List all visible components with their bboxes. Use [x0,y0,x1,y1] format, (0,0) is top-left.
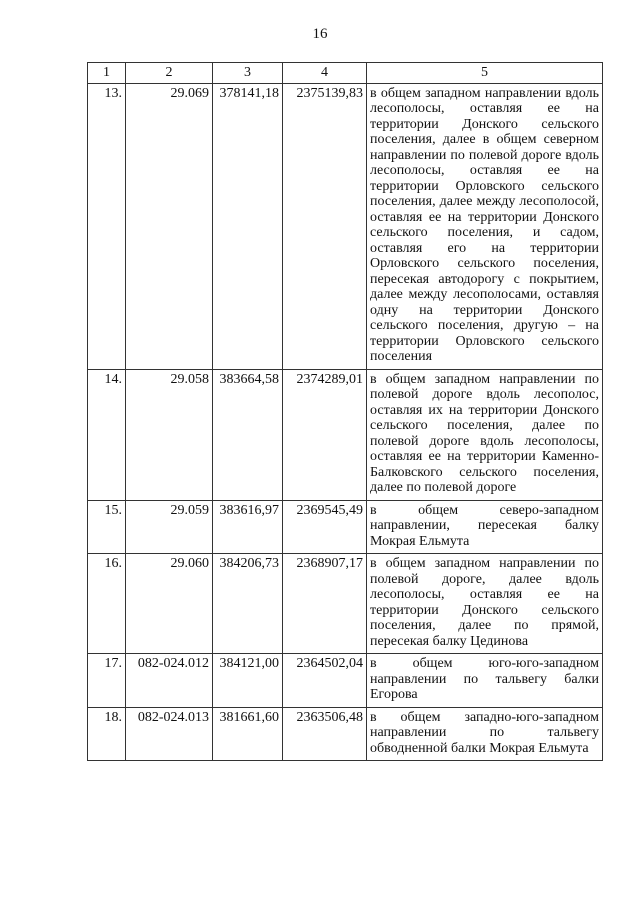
row-number: 15. [88,500,126,554]
coordinate-x: 378141,18 [213,83,283,369]
boundary-description: в общем западном направлении по полевой дороге, далее вдоль лесополосы, оставляя ее на территории Донского сельского поселения, далее по прямой, пересекая балку Цединова [367,554,603,654]
page-number: 16 [312,26,328,42]
header-col-5: 5 [367,63,603,84]
coordinate-y: 2363506,48 [283,707,367,761]
table-row [88,654,603,708]
point-code: 29.058 [126,369,213,500]
table-row [88,83,603,369]
row-number: 17. [88,654,126,708]
boundary-description: в общем западном направлении вдоль лесополосы, оставляя ее на территории Донского сельского поселения, далее в общем северном направлении по полевой дороге вдоль лесополосы, оставляя ее на территории Орловского сельского поселения, далее между лесополосой, оставляя ее на территории Донского сельского поселения, и садом, оставляя его на территории Орловского сельского поселения, пересекая автодорогу с покрытием, далее между лесополосами, оставляя одну на территории Донского сельского поселения, другую – на территории Орловского сельского поселения [367,83,603,369]
point-code: 082-024.013 [126,707,213,761]
row-number: 13. [88,83,126,369]
point-code: 29.060 [126,554,213,654]
header-col-2: 2 [126,63,213,84]
row-number: 16. [88,554,126,654]
boundary-description: в общем западном направлении по полевой дороге вдоль лесополос, оставляя их на территории Донского сельского поселения, далее по полевой дороге вдоль лесополосы, оставляя ее на территории Каменно-Балковского сельского поселения, далее по полевой дороге [367,369,603,500]
table-row [88,500,603,554]
coordinate-y: 2364502,04 [283,654,367,708]
row-number: 14. [88,369,126,500]
row-number: 18. [88,707,126,761]
boundary-description: в общем юго-юго-западном направлении по тальвегу балки Егорова [367,654,603,708]
coordinate-x: 384121,00 [213,654,283,708]
point-code: 082-024.012 [126,654,213,708]
coordinate-y: 2369545,49 [283,500,367,554]
coordinate-y: 2368907,17 [283,554,367,654]
table-row [88,554,603,654]
table-row [88,707,603,761]
boundary-points-table [87,62,603,761]
boundary-description: в общем северо-западном направлении, пересекая балку Мокрая Ельмута [367,500,603,554]
coordinate-x: 381661,60 [213,707,283,761]
header-col-4: 4 [283,63,367,84]
point-code: 29.059 [126,500,213,554]
table-row [88,369,603,500]
coordinate-x: 383616,97 [213,500,283,554]
coordinate-y: 2374289,01 [283,369,367,500]
coordinate-x: 384206,73 [213,554,283,654]
header-col-1: 1 [88,63,126,84]
header-col-3: 3 [213,63,283,84]
coordinate-x: 383664,58 [213,369,283,500]
coordinate-y: 2375139,83 [283,83,367,369]
table-header-row [88,63,603,84]
point-code: 29.069 [126,83,213,369]
boundary-description: в общем западно-юго-западном направлении по тальвегу обводненной балки Мокрая Ельмута [367,707,603,761]
